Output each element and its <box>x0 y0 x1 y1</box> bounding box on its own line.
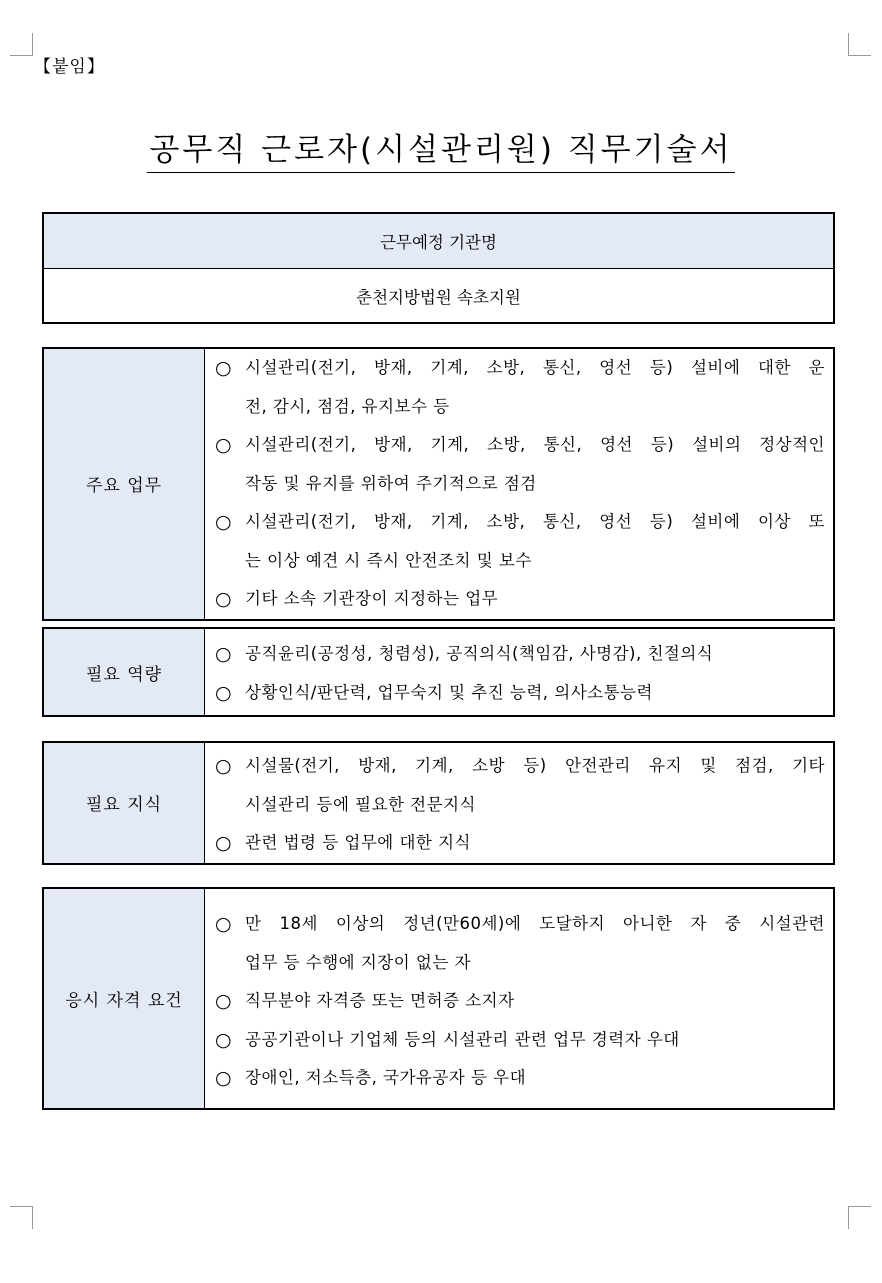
section-label: 응시 자격 요건 <box>43 888 205 1109</box>
item-line: 업무 등 수행에 지장이 없는 자 <box>245 952 471 972</box>
list-item <box>215 1059 825 1098</box>
list-item <box>215 635 825 674</box>
item-line: 시설관리(전기, 방재, 기계, 소방, 통신, 영선 등) 설비에 이상 또 <box>245 512 825 531</box>
bullet-icon: ○ <box>215 990 232 1012</box>
section-label: 필요 역량 <box>43 628 205 716</box>
attachment-label: 【붙임】 <box>34 57 105 77</box>
section-eligibility <box>42 887 835 1110</box>
bullet-icon: ○ <box>215 1028 232 1051</box>
crop-mark-top-right <box>848 33 871 56</box>
bullet-icon: ○ <box>215 643 232 665</box>
section-content <box>205 742 835 864</box>
item-line: 시설관리(전기, 방재, 기계, 소방, 통신, 영선 등) 설비에 대한 운 <box>245 358 825 377</box>
list-item <box>215 747 825 824</box>
section-required-competency <box>42 627 835 717</box>
item-line: 공직윤리(공정성, 청렴성), 공직의식(책임감, 사명감), 친절의식 <box>245 644 714 663</box>
bullet-icon: ○ <box>215 1067 232 1089</box>
bullet-icon: ○ <box>215 755 232 777</box>
list-item <box>215 1021 825 1060</box>
list-item <box>215 982 825 1021</box>
item-line: 만 18세 이상의 정년(만60세)에 도달하지 아니한 자 중 시설관련 <box>245 914 825 933</box>
item-line: 직무분야 자격증 또는 면허증 소지자 <box>245 991 515 1010</box>
crop-mark-bottom-right <box>848 1206 871 1229</box>
agency-header: 근무예정 기관명 <box>43 213 834 269</box>
section-label: 필요 지식 <box>43 742 205 864</box>
title-wrap <box>0 130 882 173</box>
section-required-knowledge <box>42 741 835 865</box>
list-item <box>215 580 825 619</box>
bullet-icon: ○ <box>215 357 232 379</box>
item-line: 시설물(전기, 방재, 기계, 소방 등) 안전관리 유지 및 점검, 기타 <box>245 756 825 775</box>
list-item <box>215 905 825 982</box>
item-line: 상황인식/판단력, 업무숙지 및 추진 능력, 의사소통능력 <box>245 682 653 702</box>
item-line: 시설관리(전기, 방재, 기계, 소방, 통신, 영선 등) 설비의 정상적인 <box>245 435 825 454</box>
list-item <box>215 674 825 713</box>
item-line: 전, 감시, 점검, 유지보수 등 <box>245 396 450 416</box>
list-item <box>215 503 825 580</box>
crop-mark-top-left <box>10 33 33 56</box>
section-main-duties <box>42 347 835 621</box>
list-item <box>215 349 825 426</box>
bullet-icon: ○ <box>215 681 232 704</box>
item-line: 장애인, 저소득층, 국가유공자 등 우대 <box>245 1068 527 1087</box>
bullet-icon: ○ <box>215 588 232 610</box>
agency-table <box>42 212 835 324</box>
section-content <box>205 888 835 1109</box>
item-line: 공공기관이나 기업체 등의 시설관리 관련 업무 경력자 우대 <box>245 1029 680 1049</box>
item-line: 기타 소속 기관장이 지정하는 업무 <box>245 589 499 608</box>
section-content <box>205 348 835 620</box>
section-content <box>205 628 835 716</box>
list-item <box>215 426 825 503</box>
bullet-icon: ○ <box>215 832 232 854</box>
bullet-icon: ○ <box>215 913 232 935</box>
document-title: 공무직 근로자(시설관리원) 직무기술서 <box>147 130 734 173</box>
bullet-icon: ○ <box>215 434 232 456</box>
item-line: 작동 및 유지를 위하여 주기적으로 점검 <box>245 473 537 493</box>
item-line: 관련 법령 등 업무에 대한 지식 <box>245 833 471 852</box>
section-label: 주요 업무 <box>43 348 205 620</box>
list-item <box>215 824 825 863</box>
agency-value: 춘천지방법원 속초지원 <box>43 269 834 324</box>
crop-mark-bottom-left <box>10 1206 33 1229</box>
bullet-icon: ○ <box>215 511 232 533</box>
item-line: 시설관리 등에 필요한 전문지식 <box>245 794 476 814</box>
item-line: 는 이상 예견 시 즉시 안전조치 및 보수 <box>245 550 532 570</box>
